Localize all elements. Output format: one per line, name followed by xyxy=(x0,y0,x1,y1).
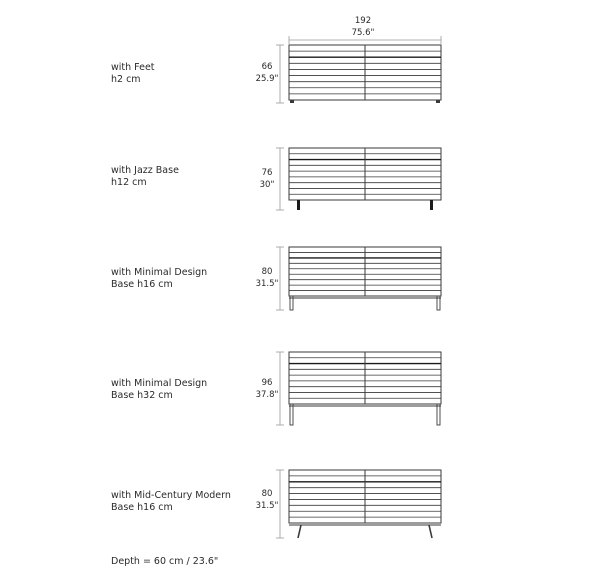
depth-note: Depth = 60 cm / 23.6" xyxy=(111,556,219,567)
foot-left xyxy=(290,100,294,103)
height-cm: 66 xyxy=(261,62,273,72)
foot-right xyxy=(436,100,440,103)
config-name: with Minimal Design xyxy=(111,267,208,278)
config-base-height: h12 cm xyxy=(111,177,147,188)
config-name: with Jazz Base xyxy=(111,165,179,176)
width-cm: 192 xyxy=(354,16,372,26)
jazz-leg-left xyxy=(297,200,300,210)
height-cm: 76 xyxy=(261,168,273,178)
base-leg-right xyxy=(437,404,440,425)
height-cm: 80 xyxy=(261,489,273,499)
height-cm: 80 xyxy=(261,267,273,277)
height-in: 25.9" xyxy=(255,74,279,84)
config-base-height: Base h16 cm xyxy=(111,279,173,290)
config-base-height: Base h32 cm xyxy=(111,390,173,401)
config-name: with Minimal Design xyxy=(111,378,208,389)
tapered-leg-left xyxy=(298,525,301,538)
width-in: 75.6" xyxy=(351,28,375,38)
height-in: 31.5" xyxy=(255,279,279,289)
config-base-height: h2 cm xyxy=(111,74,141,85)
height-cm: 96 xyxy=(261,378,273,388)
config-name: with Feet xyxy=(111,62,155,73)
height-in: 31.5" xyxy=(255,501,279,511)
config-base-height: Base h16 cm xyxy=(111,502,173,513)
jazz-leg-right xyxy=(430,200,433,210)
height-in: 37.8" xyxy=(255,390,279,400)
tapered-leg-right xyxy=(429,525,432,538)
height-in: 30" xyxy=(259,180,275,190)
config-name: with Mid-Century Modern xyxy=(111,490,231,501)
base-leg-left xyxy=(290,404,293,425)
